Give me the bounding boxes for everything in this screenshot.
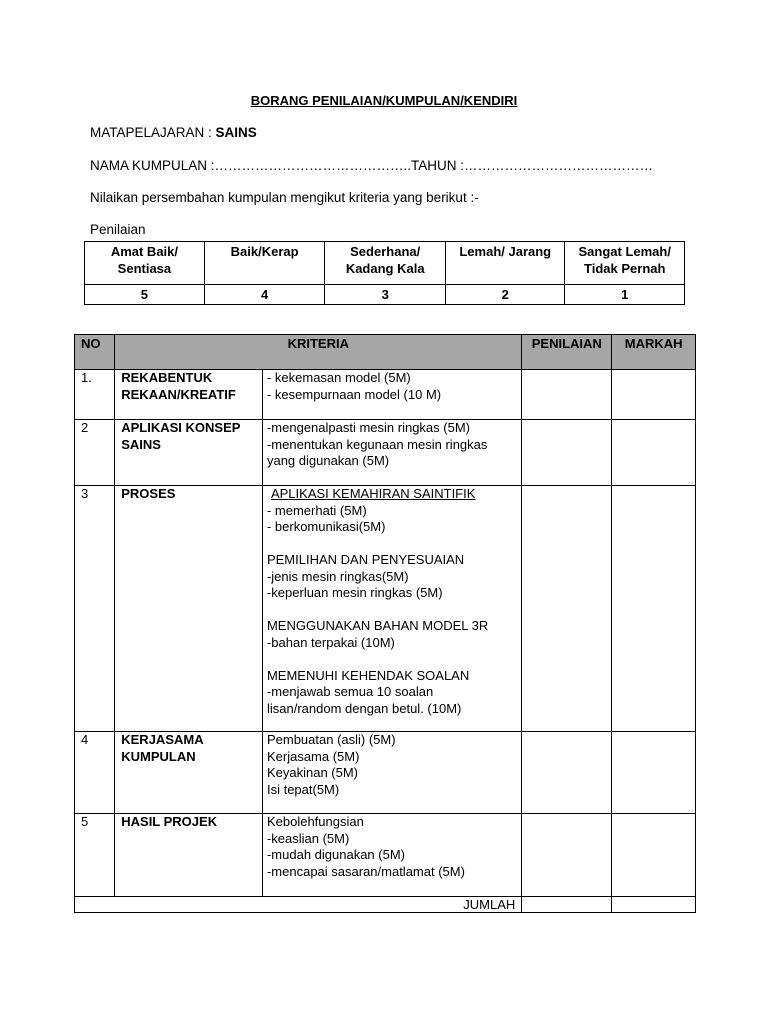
marks-cell[interactable] bbox=[612, 370, 696, 420]
criteria-row bbox=[75, 732, 696, 814]
criteria-number: 2 bbox=[75, 420, 115, 486]
criteria-item: MEMENUHI KEHENDAK SOALAN bbox=[266, 667, 470, 683]
criteria-item: -keaslian (5M) bbox=[266, 830, 350, 846]
criteria-name bbox=[115, 420, 263, 486]
criteria-item: -mencapai sasaran/matlamat (5M) bbox=[266, 863, 465, 879]
rating-cell[interactable] bbox=[522, 370, 612, 420]
header-criteria: KRITERIA bbox=[115, 335, 522, 370]
rating-cell[interactable] bbox=[522, 420, 612, 486]
rating-scale-value-row bbox=[85, 285, 685, 305]
criteria-row bbox=[75, 486, 696, 732]
header-marks: MARKAH bbox=[612, 335, 696, 370]
criteria-item: - kekemasan model (5M) bbox=[266, 370, 411, 385]
criteria-item: - berkomunikasi(5M) bbox=[266, 519, 386, 534]
rating-label: Penilaian bbox=[90, 222, 146, 237]
scale-header-cell: Sangat Lemah/ Tidak Pernah bbox=[565, 242, 685, 285]
criteria-item: MENGGUNAKAN BAHAN MODEL 3R bbox=[266, 618, 489, 633]
criteria-item: -mudah digunakan (5M) bbox=[266, 847, 405, 862]
criteria-item: - kesempurnaan model (10 M) bbox=[266, 386, 442, 402]
scale-header-cell: Lemah/ Jarang bbox=[446, 242, 565, 285]
scale-header-cell: Sederhana/ Kadang Kala bbox=[325, 242, 446, 285]
criteria-item: APLIKASI KEMAHIRAN SAINTIFIK bbox=[270, 486, 476, 501]
marks-cell[interactable] bbox=[612, 732, 696, 814]
criteria-name-line: HASIL PROJEK bbox=[121, 814, 218, 829]
criteria-name-line: SAINS bbox=[121, 436, 161, 452]
form-title: BORANG PENILAIAN/KUMPULAN/KENDIRI bbox=[250, 93, 518, 108]
criteria-item: Keyakinan (5M) bbox=[266, 765, 359, 780]
marks-cell[interactable] bbox=[612, 420, 696, 486]
criteria-name-line: REKABENTUK bbox=[121, 370, 213, 385]
criteria-name bbox=[115, 486, 263, 732]
scale-header-cell: Baik/Kerap bbox=[204, 242, 325, 285]
criteria-item: -mengenalpasti mesin ringkas (5M) bbox=[266, 420, 470, 435]
criteria-item: Pembuatan (asli) (5M) bbox=[266, 732, 396, 747]
rating-scale-table bbox=[84, 241, 685, 305]
marks-cell[interactable] bbox=[612, 486, 696, 732]
criteria-row bbox=[75, 420, 696, 486]
criteria-table bbox=[74, 334, 696, 913]
criteria-description bbox=[262, 814, 521, 897]
scale-header-cell: Amat Baik/ Sentiasa bbox=[85, 242, 205, 285]
scale-value-cell: 2 bbox=[446, 285, 565, 305]
criteria-name bbox=[115, 732, 263, 814]
subject-label: MATAPELAJARAN : bbox=[90, 125, 212, 140]
criteria-name-line: KUMPULAN bbox=[121, 748, 196, 764]
subject-line bbox=[90, 125, 257, 140]
criteria-number: 5 bbox=[75, 814, 115, 897]
header-rating: PENILAIAN bbox=[522, 335, 612, 370]
rating-cell[interactable] bbox=[522, 814, 612, 897]
criteria-item: yang digunakan (5M) bbox=[266, 453, 390, 468]
total-row bbox=[75, 897, 696, 913]
criteria-description bbox=[262, 420, 521, 486]
criteria-item: PEMILIHAN DAN PENYESUAIAN bbox=[266, 552, 465, 567]
criteria-item: Isi tepat(5M) bbox=[266, 781, 340, 797]
header-no: NO bbox=[75, 335, 115, 370]
total-label: JUMLAH bbox=[75, 897, 522, 913]
criteria-body bbox=[75, 370, 696, 913]
criteria-header-row bbox=[75, 335, 696, 370]
criteria-item: lisan/random dengan betul. (10M) bbox=[266, 700, 462, 716]
criteria-row bbox=[75, 814, 696, 897]
criteria-description bbox=[262, 486, 521, 732]
criteria-description bbox=[262, 732, 521, 814]
subject-value: SAINS bbox=[215, 125, 257, 140]
criteria-description bbox=[262, 370, 521, 420]
criteria-item: Kerjasama (5M) bbox=[266, 748, 360, 764]
group-name-line: NAMA KUMPULAN :……………………………………..TAHUN :…………………………………… bbox=[90, 158, 654, 173]
rating-cell[interactable] bbox=[522, 486, 612, 732]
total-marks-cell[interactable] bbox=[612, 897, 696, 913]
criteria-name bbox=[115, 814, 263, 897]
spacer bbox=[267, 536, 517, 553]
marks-cell[interactable] bbox=[612, 814, 696, 897]
total-rating-cell[interactable] bbox=[522, 897, 612, 913]
criteria-name bbox=[115, 370, 263, 420]
criteria-item: -menjawab semua 10 soalan bbox=[266, 684, 434, 699]
criteria-name-line: KERJASAMA bbox=[121, 732, 204, 747]
rating-scale-header-row bbox=[85, 242, 685, 285]
criteria-number: 4 bbox=[75, 732, 115, 814]
spacer bbox=[267, 651, 517, 668]
criteria-item: -jenis mesin ringkas(5M) bbox=[266, 568, 409, 584]
scale-value-cell: 5 bbox=[85, 285, 205, 305]
criteria-item: -menentukan kegunaan mesin ringkas bbox=[266, 436, 488, 452]
scale-value-cell: 1 bbox=[565, 285, 685, 305]
scale-value-cell: 4 bbox=[204, 285, 325, 305]
spacer bbox=[267, 602, 517, 619]
criteria-item: - memerhati (5M) bbox=[266, 502, 367, 518]
instruction-text: Nilaikan persembahan kumpulan mengikut kriteria yang berikut :- bbox=[90, 190, 479, 205]
scale-value-cell: 3 bbox=[325, 285, 446, 305]
criteria-row bbox=[75, 370, 696, 420]
criteria-number: 3 bbox=[75, 486, 115, 732]
criteria-name-line: PROSES bbox=[121, 486, 176, 501]
rating-cell[interactable] bbox=[522, 732, 612, 814]
criteria-name-line: APLIKASI KONSEP bbox=[121, 420, 241, 435]
criteria-name-line: REKAAN/KREATIF bbox=[121, 386, 236, 402]
criteria-item: Kebolehfungsian bbox=[266, 814, 364, 829]
criteria-item: -keperluan mesin ringkas (5M) bbox=[266, 585, 443, 600]
criteria-number: 1. bbox=[75, 370, 115, 420]
criteria-item: -bahan terpakai (10M) bbox=[266, 634, 395, 650]
